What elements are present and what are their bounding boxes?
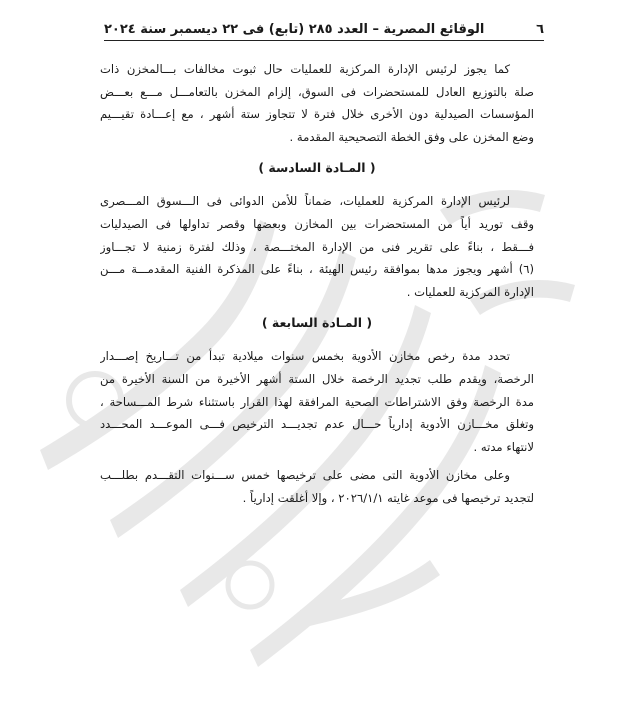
paragraph-2-line: وقف توريد أياً من المستحضرات بين المخازن وبعضها وقصر تداولها فى الصيدليات xyxy=(100,216,534,231)
paragraph-3-line: مدة الرخصة وفق الاشتراطات الصحية المرافقة لهذا القرار باستثناء شرط المـــساحة ، xyxy=(100,394,534,409)
paragraph-3-line: لانتهاء مدته . xyxy=(473,439,534,454)
paragraph-3-line: وتغلق مخـــازن الأدوية إدارياً حـــال عدم تجديـــد الترخيص فـــى الموعـــد المحـــدد xyxy=(100,417,534,432)
paragraph-1-line: المؤسسات الصيدلية دون الأخرى خلال فترة لا تتجاوز ستة أشهر ، مع إعـــادة تقيـــيم xyxy=(100,107,534,122)
running-head: الوقائع المصرية – العدد ٢٨٥ (تابع) فى ٢٢ ديسمبر سنة ٢٠٢٤ xyxy=(104,22,485,37)
article-7-heading: ( المـادة السابعة ) xyxy=(261,315,373,331)
document-body xyxy=(100,58,534,510)
paragraph-1-line: كما يجوز لرئيس الإدارة المركزية للعمليات حال ثبوت مخالفات بـــالمخزن ذات xyxy=(100,62,510,76)
paragraph-1 xyxy=(100,58,534,148)
paragraph-3-line: تحدد مدة رخص مخازن الأدوية بخمس سنوات ميلادية تبدأ من تـــاريخ إصـــدار xyxy=(100,349,510,364)
page-header xyxy=(104,16,544,41)
paragraph-2-line: فـــقط ، بناءً على تقرير فنى من الإدارة المختـــصة ، وذلك لفترة زمنية لا تجـــاوز xyxy=(100,239,534,254)
paragraph-2-line: لرئيس الإدارة المركزية للعمليات، ضماناً للأمن الدوائى فى الـــسوق المـــصرى xyxy=(100,194,510,209)
paragraph-2-line: (٦) أشهر ويجوز مدها بموافقة رئيس الهيئة ، بناءً على المذكرة الفنية المقدمـــة مـــن xyxy=(100,262,534,277)
paragraph-2 xyxy=(100,190,534,303)
paragraph-4-line: وعلى مخازن الأدوية التى مضى على ترخيصها خمس ســـنوات التقـــدم بطلـــب xyxy=(100,468,510,483)
page-number: ٦ xyxy=(536,22,544,37)
paragraph-4 xyxy=(100,464,534,509)
paragraph-2-line: الإدارة المركزية للعمليات . xyxy=(406,284,534,299)
paragraph-1-line: صلة بالتوزيع العادل للمستحضرات فى السوق، إلزام المخزن بالتعامـــل مـــع بعـــض xyxy=(100,84,534,99)
paragraph-3 xyxy=(100,345,534,458)
article-6-heading: ( المـادة السادسة ) xyxy=(258,160,376,176)
paragraph-3-line: الرخصة، ويقدم طلب تجديد الرخصة خلال الستة أشهر الأخيرة من السنة الأخيرة من xyxy=(100,371,534,386)
paragraph-4-line: لتجديد ترخيصها فى موعد غايته ٢٠٢٦/١/١ ، وإلا أغلقت إدارياً . xyxy=(242,490,534,505)
paragraph-1-line: وضع المخزن على وفق الخطة التصحيحية المقدمة . xyxy=(289,129,534,144)
